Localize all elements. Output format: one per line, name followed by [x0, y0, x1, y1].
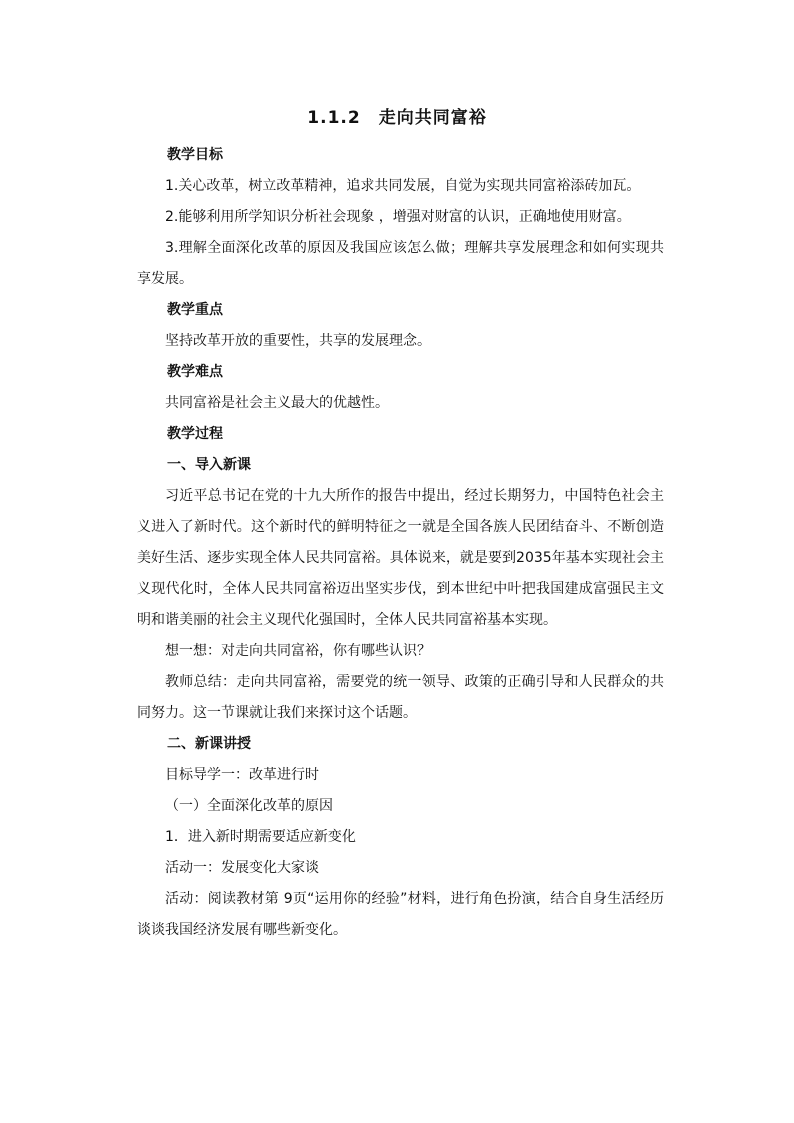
document-body	[137, 140, 664, 946]
paragraph: 1.关心改革，树立改革精神，追求共同发展，自觉为实现共同富裕添砖加瓦。	[165, 178, 641, 194]
paragraph: 教师总结：走向共同富裕，需要党的统一领导、政策的正确引导和人民群众的共同努力。这一节课就让我们来探讨这个话题。	[137, 674, 664, 721]
paragraph: 活动一：发展变化大家谈	[165, 860, 319, 876]
paragraph: 共同富裕是社会主义最大的优越性。	[165, 395, 389, 411]
paragraph: 活动：阅读教材第 9页“运用你的经验”材料，进行角色扮演，结合自身生活经历谈谈我国经济发展有哪些新变化。	[137, 891, 664, 938]
paragraph: 1．进入新时期需要适应新变化	[165, 829, 356, 845]
heading-new-lesson: 二、新课讲授	[167, 736, 251, 752]
page-title: 1.1.2 走向共同富裕	[307, 108, 487, 128]
heading-difficulties: 教学难点	[167, 364, 223, 380]
paragraph: 3.理解全面深化改革的原因及我国应该怎么做；理解共享发展理念和如何实现共享发展。	[137, 240, 664, 287]
paragraph: 2.能够利用所学知识分析社会现象 ，增强对财富的认识，正确地使用财富。	[165, 209, 631, 225]
heading-objectives: 教学目标	[167, 147, 223, 163]
heading-key-points: 教学重点	[167, 302, 223, 318]
paragraph: 目标导学一：改革进行时	[165, 767, 319, 783]
heading-introduction: 一、导入新课	[167, 457, 251, 473]
paragraph: 坚持改革开放的重要性，共享的发展理念。	[165, 333, 431, 349]
heading-process: 教学过程	[167, 426, 223, 442]
paragraph: 习近平总书记在党的十九大所作的报告中提出，经过长期努力，中国特色社会主义进入了新时代。这个新时代的鲜明特征之一就是全国各族人民团结奋斗、不断创造美好生活、逐步实现全体人民共同富裕。具体说来，就是要到2035年基本实现社会主义现代化时，全体人民共同富裕迈出坚实步伐，到本世纪中叶把我国建成富强民主文明和谐美丽的社会主义现代化强国时，全体人民共同富裕基本实现。	[137, 488, 664, 628]
paragraph: 想一想：对走向共同富裕，你有哪些认识？	[165, 643, 431, 659]
paragraph: （一）全面深化改革的原因	[165, 798, 333, 814]
